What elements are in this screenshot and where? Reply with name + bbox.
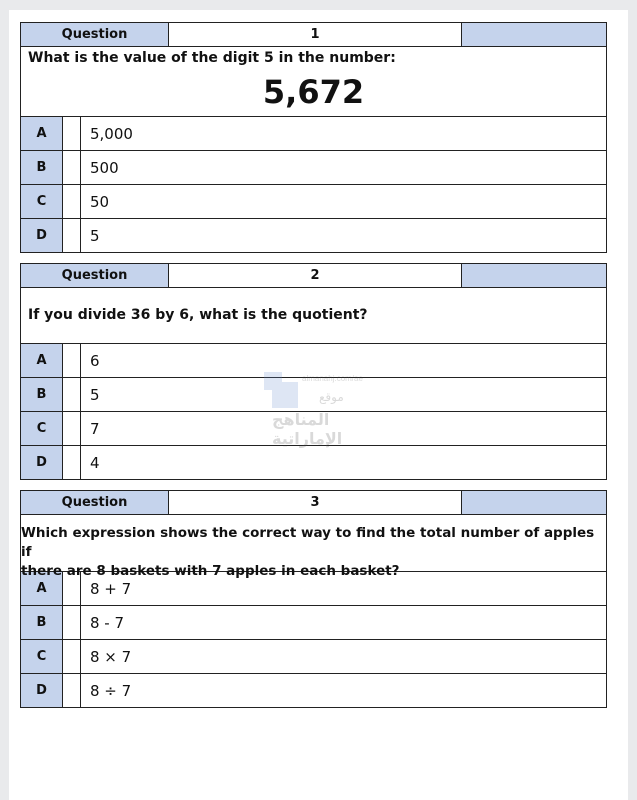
option-answer: 5,000 — [90, 124, 133, 143]
option-letter: C — [21, 640, 63, 673]
option-row[interactable] — [21, 640, 606, 674]
question-label: Question — [21, 23, 169, 46]
option-row[interactable] — [21, 446, 606, 479]
option-answer: 8 ÷ 7 — [90, 681, 132, 700]
option-answer: 5 — [90, 226, 100, 245]
option-letter: B — [21, 151, 63, 184]
answer-blank-cell — [63, 412, 81, 445]
option-row[interactable] — [21, 185, 606, 219]
question-header-2 — [21, 264, 606, 288]
watermark-line-2: المناهج الإماراتية — [272, 410, 343, 448]
option-answer: 8 - 7 — [90, 613, 125, 632]
option-letter: A — [21, 572, 63, 605]
option-answer: 50 — [90, 192, 110, 211]
option-letter: C — [21, 185, 63, 218]
question-number: 2 — [169, 264, 462, 287]
answer-blank-cell — [63, 219, 81, 252]
option-letter: D — [21, 674, 63, 707]
worksheet-page — [9, 10, 628, 800]
question-block-3 — [20, 490, 607, 708]
option-row[interactable] — [21, 412, 606, 446]
watermark-line-1: موقع — [319, 390, 344, 404]
question-label: Question — [21, 264, 169, 287]
option-row[interactable] — [21, 151, 606, 185]
question-big-number: 5,672 — [262, 73, 365, 111]
answer-blank-cell — [63, 185, 81, 218]
option-row[interactable] — [21, 117, 606, 151]
header-blank-cell — [462, 264, 606, 287]
answer-blank-cell — [63, 378, 81, 411]
option-answer: 7 — [90, 419, 100, 438]
option-letter: A — [21, 117, 63, 150]
option-answer: 8 × 7 — [90, 647, 132, 666]
option-answer: 4 — [90, 453, 100, 472]
question-text: What is the value of the digit 5 in the number: — [28, 50, 396, 66]
answer-blank-cell — [63, 674, 81, 707]
question-block-2 — [20, 263, 607, 480]
answer-blank-cell — [63, 344, 81, 377]
option-letter: A — [21, 344, 63, 377]
option-answer: 5 — [90, 385, 100, 404]
option-letter: B — [21, 378, 63, 411]
watermark-url: almanahj.com/ae — [302, 374, 363, 383]
question-text-line-2: there are 8 baskets with 7 apples in each basket? — [21, 563, 400, 579]
option-answer: 500 — [90, 158, 119, 177]
option-letter: D — [21, 446, 63, 479]
question-text-line-1: Which expression shows the correct way to find the total number of apples if — [21, 525, 595, 560]
question-header-1 — [21, 23, 606, 47]
question-header-3 — [21, 491, 606, 515]
header-blank-cell — [462, 23, 606, 46]
question-number: 1 — [169, 23, 462, 46]
option-row[interactable] — [21, 606, 606, 640]
answer-blank-cell — [63, 640, 81, 673]
answer-blank-cell — [63, 446, 81, 479]
option-answer: 8 + 7 — [90, 579, 132, 598]
option-letter: B — [21, 606, 63, 639]
option-answer: 6 — [90, 351, 100, 370]
question-text — [21, 524, 606, 581]
header-blank-cell — [462, 491, 606, 514]
question-number: 3 — [169, 491, 462, 514]
answer-blank-cell — [63, 606, 81, 639]
option-letter: D — [21, 219, 63, 252]
option-row[interactable] — [21, 219, 606, 252]
question-text-cell — [21, 288, 606, 344]
option-row[interactable] — [21, 378, 606, 412]
question-text: If you divide 36 by 6, what is the quotient? — [28, 307, 368, 323]
question-block-1 — [20, 22, 607, 253]
answer-blank-cell — [63, 151, 81, 184]
question-text-cell — [21, 47, 606, 117]
answer-blank-cell — [63, 117, 81, 150]
option-row[interactable] — [21, 344, 606, 378]
question-text-cell — [21, 515, 606, 579]
option-row[interactable] — [21, 674, 606, 707]
question-label: Question — [21, 491, 169, 514]
option-letter: C — [21, 412, 63, 445]
